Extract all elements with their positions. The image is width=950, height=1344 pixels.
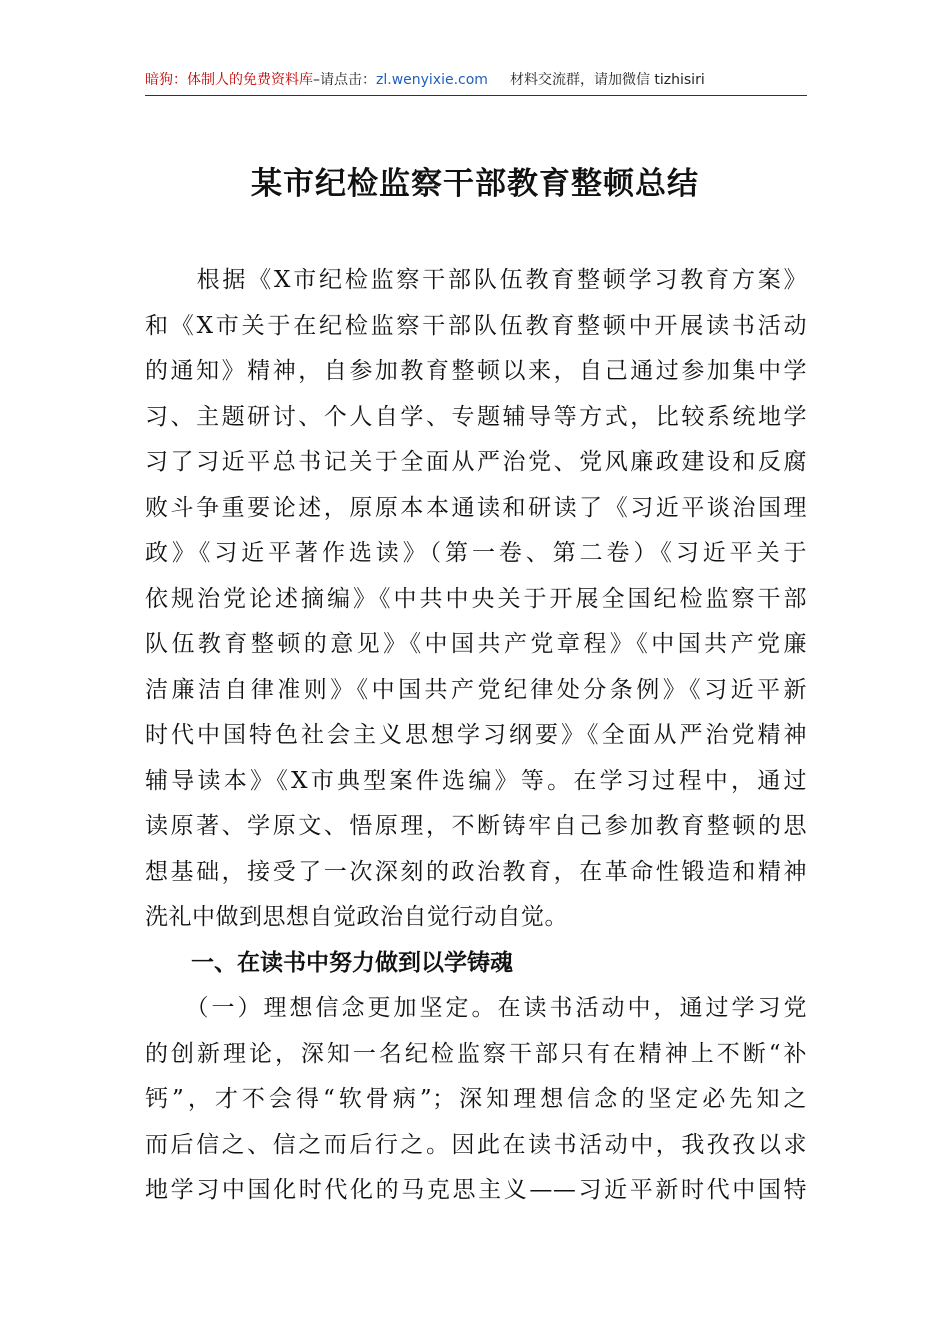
document-title: 某市纪检监察干部教育整顿总结 bbox=[251, 166, 699, 202]
text-line: 洗礼中做到思想自觉政治自觉行动自觉。 bbox=[145, 904, 568, 930]
text-line: 洁廉洁自律准则》《中国共产党纪律处分条例》《习近平新 bbox=[145, 676, 807, 703]
text-line: （一）理想信念更加坚定。在读书活动中，通过学习党 bbox=[145, 995, 807, 1021]
text-line: 习、主题研讨、个人自学、专题辅导等方式，比较系统地学 bbox=[145, 403, 807, 430]
header-contact: 材料交流群，请加微信 tizhisiri bbox=[509, 72, 705, 88]
header-site-name: 暗狗：体制人的免费资料库 bbox=[145, 72, 313, 88]
text-line: 而后信之、信之而后行之。因此在读书活动中，我孜孜以求 bbox=[145, 1131, 807, 1158]
text-line: 读原著、学原文、悟原理，不断铸牢自己参加教育整顿的思 bbox=[145, 813, 807, 839]
header-url-link[interactable]: zl.wenyixie.com bbox=[376, 72, 488, 88]
text-line: 的通知》精神，自参加教育整顿以来，自己通过参加集中学 bbox=[145, 358, 807, 384]
section-heading: 一、在读书中努力做到以学铸魂 bbox=[145, 949, 513, 976]
text-line: 想基础，接受了一次深刻的政治教育，在革命性锻造和精神 bbox=[145, 858, 807, 885]
document-body bbox=[145, 258, 807, 1214]
text-line: 和《X市关于在纪检监察干部队伍教育整顿中开展读书活动 bbox=[145, 312, 807, 339]
text-line: 习了习近平总书记关于全面从严治党、党风廉政建设和反腐 bbox=[145, 449, 807, 475]
text-line: 根据《X市纪检监察干部队伍教育整顿学习教育方案》 bbox=[145, 267, 807, 293]
text-line: 的创新理论，深知一名纪检监察干部只有在精神上不断“补 bbox=[145, 1040, 807, 1067]
header-divider bbox=[145, 95, 807, 96]
text-line: 依规治党论述摘编》《中共中央关于开展全国纪检监察干部 bbox=[145, 585, 807, 612]
paragraph-section1 bbox=[145, 986, 807, 1214]
text-line: 政》《习近平著作选读》（第一卷、第二卷）《习近平关于 bbox=[145, 540, 807, 566]
text-line: 钙”，才不会得“软骨病”；深知理想信念的坚定必先知之 bbox=[145, 1086, 807, 1112]
paragraph-intro bbox=[145, 258, 807, 941]
text-line: 败斗争重要论述，原原本本通读和研读了《习近平谈治国理 bbox=[145, 494, 807, 521]
text-line: 地学习中国化时代化的马克思主义——习近平新时代中国特 bbox=[145, 1177, 807, 1203]
page-header bbox=[145, 66, 807, 94]
header-prompt: –请点击： bbox=[313, 72, 376, 88]
text-line: 辅导读本》《X市典型案件选编》等。在学习过程中，通过 bbox=[145, 767, 807, 794]
text-line: 时代中国特色社会主义思想学习纲要》《全面从严治党精神 bbox=[145, 722, 807, 748]
text-line: 队伍教育整顿的意见》《中国共产党章程》《中国共产党廉 bbox=[145, 631, 807, 657]
